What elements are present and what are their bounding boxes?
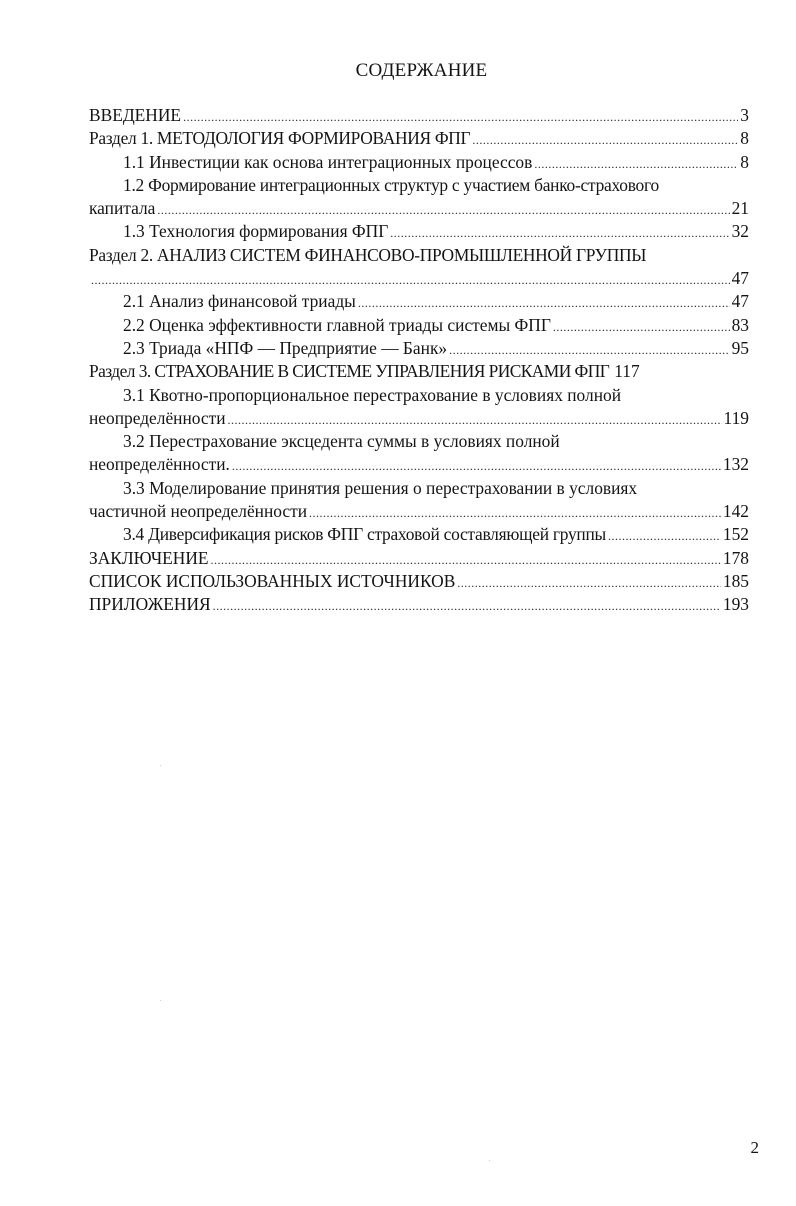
toc-entry-title: 3.4 Диверсификация рисков ФПГ страховой составляющей группы <box>123 524 606 545</box>
toc-entry-page: 142 <box>722 501 749 522</box>
toc-entry-title-continued: неопределённости. <box>89 454 230 475</box>
toc-entry-1-3[interactable] <box>89 220 749 243</box>
toc-entry-3-2-line1[interactable] <box>89 430 749 453</box>
toc-entry-3-3-line1[interactable] <box>89 477 749 500</box>
dot-leader <box>358 292 730 315</box>
dot-leader <box>608 525 721 548</box>
toc-entry-section-2-line2[interactable] <box>89 267 749 290</box>
toc-entry-3-1-line2[interactable] <box>89 407 749 430</box>
dot-leader <box>157 199 729 222</box>
toc-entry-section-3[interactable] <box>89 360 749 383</box>
toc-entry-title: ЗАКЛЮЧЕНИЕ <box>89 547 209 568</box>
toc-entry-page: 21 <box>731 198 749 219</box>
toc-entry-title: Раздел 1. МЕТОДОЛОГИЯ ФОРМИРОВАНИЯ ФПГ <box>89 128 471 149</box>
toc-entry-title: 2.2 Оценка эффективности главной триады системы ФПГ <box>123 314 551 335</box>
toc-entry-page: 8 <box>740 151 749 172</box>
toc-entry-title: ВВЕДЕНИЕ <box>89 105 182 125</box>
dot-leader <box>228 409 722 432</box>
toc-entry-page: 32 <box>731 221 749 242</box>
toc-entry-title: 2.3 Триада «НПФ — Предприятие — Банк» <box>123 337 448 358</box>
toc-entry-title-continued: капитала <box>89 198 156 219</box>
toc-entry-section-2-line1[interactable] <box>89 244 749 267</box>
dot-leader <box>183 106 738 129</box>
toc-entry-references[interactable] <box>89 570 749 593</box>
toc-entry-title: 1.1 Инвестиции как основа интеграционных процессов <box>123 151 533 172</box>
dot-leader <box>91 269 730 292</box>
toc-entry-page: 83 <box>731 314 749 335</box>
dot-leader <box>553 316 730 339</box>
toc-entry-title: 1.2 Формирование интеграционных структур с участием банко-страхового <box>123 174 659 195</box>
toc-entry-title: СПИСОК ИСПОЛЬЗОВАННЫХ ИСТОЧНИКОВ <box>89 570 456 591</box>
toc-entry-3-1-line1[interactable] <box>89 384 749 407</box>
toc-entry-page: 185 <box>722 570 749 591</box>
toc-entry-title: Раздел 3. СТРАХОВАНИЕ В СИСТЕМЕ УПРАВЛЕНИЯ РИСКАМИ ФПГ <box>89 361 610 382</box>
dot-leader <box>309 502 721 525</box>
toc-entry-1-1[interactable] <box>89 151 749 174</box>
toc-entry-title: 3.1 Квотно-пропорциональное перестрахование в условиях полной <box>123 384 622 405</box>
dot-leader <box>457 572 721 595</box>
dot-leader <box>449 339 730 362</box>
toc-entry-3-2-line2[interactable] <box>89 453 749 476</box>
scan-speck <box>160 1000 161 1001</box>
toc-entry-page: 193 <box>722 594 749 615</box>
toc-entry-page: 178 <box>722 547 749 568</box>
toc-entry-page: 8 <box>740 128 749 149</box>
toc-entry-page: 95 <box>731 337 749 358</box>
dot-leader <box>390 222 729 245</box>
toc-entry-title: 3.2 Перестрахование эксцедента суммы в условиях полной <box>123 431 560 452</box>
toc-entry-page: 47 <box>731 291 749 312</box>
toc-entry-title-continued: неопределённости <box>89 407 226 428</box>
toc-entry-2-1[interactable] <box>89 290 749 313</box>
dot-leader <box>232 455 721 478</box>
toc-entry-1-2-line1[interactable] <box>89 174 749 197</box>
toc-entry-2-2[interactable] <box>89 314 749 337</box>
toc-entry-conclusion[interactable] <box>89 547 749 570</box>
toc-entry-title-continued: частичной неопределённости <box>89 501 308 522</box>
toc-entry-2-3[interactable] <box>89 337 749 360</box>
table-of-contents <box>89 104 749 617</box>
toc-entry-title: Раздел 2. АНАЛИЗ СИСТЕМ ФИНАНСОВО-ПРОМЫШЛЕННОЙ ГРУППЫ <box>89 244 647 265</box>
dot-leader <box>472 129 738 152</box>
toc-entry-title: 3.3 Моделирование принятия решения о перестраховании в условиях <box>123 477 638 498</box>
toc-entry-section-1[interactable] <box>89 127 749 150</box>
toc-entry-appendices[interactable] <box>89 593 749 616</box>
toc-entry-title: 1.3 Технология формирования ФПГ <box>123 221 389 242</box>
toc-entry-1-2-line2[interactable] <box>89 197 749 220</box>
dot-leader <box>534 153 738 176</box>
dot-leader <box>211 549 721 572</box>
toc-entry-title: ПРИЛОЖЕНИЯ <box>89 594 211 615</box>
toc-entry-3-4[interactable] <box>89 523 749 546</box>
toc-entry-3-3-line2[interactable] <box>89 500 749 523</box>
toc-entry-page: 152 <box>722 524 749 545</box>
scan-speck <box>160 765 161 766</box>
toc-entry-page: 117 <box>614 361 640 382</box>
page-number: 2 <box>750 1138 759 1157</box>
toc-entry-title: 2.1 Анализ финансовой триады <box>123 291 356 312</box>
toc-entry-page: 47 <box>731 268 749 289</box>
dot-leader <box>213 595 721 618</box>
scan-speck <box>489 1160 490 1161</box>
toc-entry-introduction[interactable] <box>89 104 749 127</box>
toc-entry-page: 119 <box>723 407 749 428</box>
toc-entry-page: 132 <box>722 454 749 475</box>
toc-heading: СОДЕРЖАНИЕ <box>355 60 488 81</box>
toc-entry-page: 3 <box>740 105 749 125</box>
